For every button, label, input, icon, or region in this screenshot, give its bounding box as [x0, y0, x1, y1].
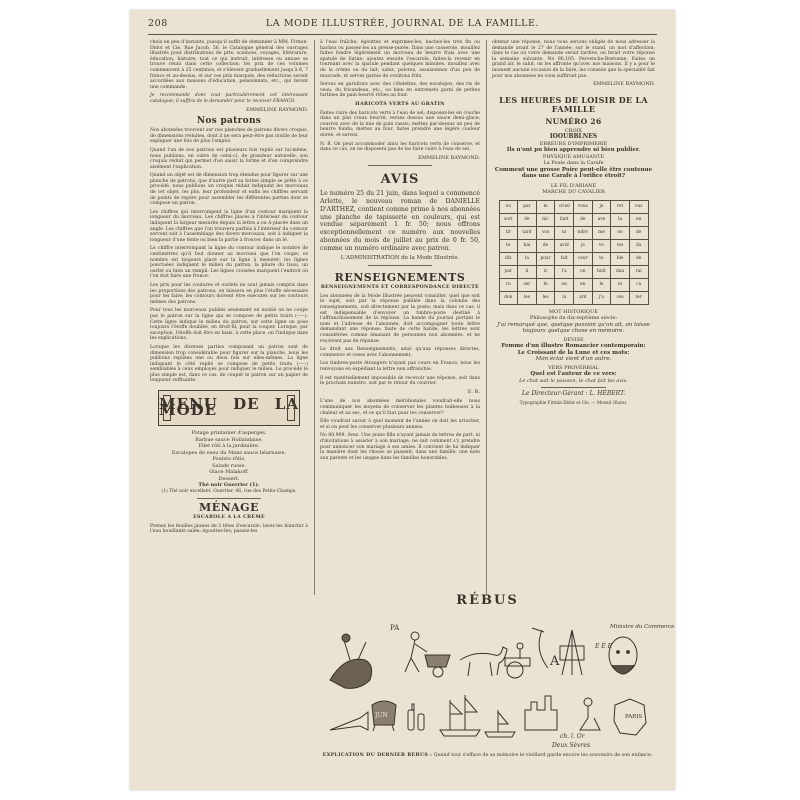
avis-title: AVIS [380, 172, 420, 188]
haricots-text: Faites cuire des haricots verts à l'eau de sel; disposez-les en couche dans un plat creux beurré; versez dessus une sauce demi-glace; couvrez avec de la mie de pain rassis; mettez par-dessus un peu de beurre fondu; mettez au four, faites prendre une légère couleur dorée, et servez. [320, 110, 480, 138]
grid-cell: de [629, 252, 648, 265]
heures-title: LES HEURES DE LOISIR DE LA FAMILLE [499, 94, 648, 114]
rebus-caption-lead: EXPLICATION DU DERNIER RÉBUS : [322, 752, 433, 758]
grid-cell: l'a [555, 265, 574, 278]
menage-text: Prenez les feuilles jaunes de 3 têtes d'escarole; lavez-les blanchir à l'eau bouillante salée; égouttez-les; passez-les [150, 523, 308, 535]
grid-cell: pour [536, 252, 555, 265]
column-divider-2 [486, 40, 487, 595]
mot-historique-quote: J'ai remarqué que, quelque passion qu'on ait, on laisse toujours quelque chose en mémoire. [497, 321, 650, 335]
grid-cell: le [536, 200, 555, 213]
grid-cell: ceur [574, 252, 593, 265]
bottles-icon [408, 704, 424, 730]
menu-banner: MENU DE LA MODE [158, 390, 300, 426]
scythe-icon [532, 628, 548, 668]
vers-text: Quel est l'auteur de ce vers: [530, 371, 617, 378]
menu-item: Poulets rôtis. [212, 456, 246, 463]
grid-cell: da [629, 239, 648, 252]
rebus-label: Deux Sèvres [552, 742, 591, 749]
grid-cell: tir [499, 226, 518, 239]
patrons-paragraph: Nos abonnées trouvent sur nos planches de patrons divers croquis, de dimensions réduites, dont il ne sera peut-être pas inutile de leur expliquer une fois de plus l'emploi. [150, 128, 308, 145]
trumpet-icon [330, 712, 368, 730]
grid-cell: par [499, 265, 518, 278]
renseignements-title: RENSEIGNEMENTS [334, 271, 466, 285]
column-3 [492, 40, 655, 605]
grid-cell: dix [499, 252, 518, 265]
menu-item: Dessert. [218, 475, 240, 482]
vers-title: VERS PROVERBIAL [548, 364, 599, 371]
renseignements-subtitle: RENSEIGNEMENTS ET CORRESPONDANCE DIRECTE [320, 284, 480, 291]
menage-title: MÉNAGE [199, 501, 259, 515]
menu-item: Barbue sauce Hollandaise. [195, 436, 263, 443]
renseignements-paragraph: Les abonnées de la Mode Illustrée peuvent consulter, quel que soit le sujet, soit par la réponse publiée dans la colonne des renseignements, soit directement par la poste; mais dans ce cas, il est indispensable d'envoyer un timbre-poste destiné à l'affranchissement de la réponse. La bande du journal portant le nom et l'adresse de l'abonnée, doit accompagner toute lettre demandant une réponse; faute de cette bande, les lettres sont considérées comme émanant de personnes non abonnées, et ne reçoivent pas de réponse. [320, 293, 480, 344]
intro-paragraph: choix en peu d'instants, puisqu'il suffit de demander à MM. Firmin-Didot et Cie, Rue Jacob, 56, le Catalogue général des ouvrages illustrés pour distributions de prix: sciences, voyages, littérature, éducation, histoire; tout ce qui instruit, intéresse ou amuse se trouve réuni dans cette collection; les prix de ces volumes commencent à 25 centimes, et s'élèvent graduellement jusqu'à 6, 7 francs et au-dessus, et sur ces prix marqués, des réductions seront accordées aux maisons d'éducation, pensionnats, etc., qui feront une commande. [150, 40, 308, 90]
grid-cell: ces [611, 291, 630, 304]
grid-cell: je [574, 239, 593, 252]
grid-row [499, 291, 648, 304]
dog-attack-figure [330, 634, 372, 688]
grid-cell: ni [555, 226, 574, 239]
grid-cell: ble [611, 252, 630, 265]
grid-cell: en [574, 278, 593, 291]
knight-tour-grid [499, 200, 649, 305]
man-wheelbarrow-figure [405, 632, 450, 677]
renseignements-signature: E. R. [467, 388, 480, 395]
grid-cell: fe [536, 278, 555, 291]
grid-cell: on [555, 278, 574, 291]
signature: EMMELINE RAYMOND. [246, 106, 308, 113]
grid-cell: rai [629, 265, 648, 278]
marche-title: MARCHE DU CAVALIER [542, 189, 605, 196]
menu-footnote: (1) Thé noir excellent, Guerrier, 46, rue des Petits-Champs. [161, 488, 297, 494]
correspondence-paragraph: obtenir une réponse, nous vous serions obligés de nous adresser la demande avant le 27 de l'année; sur le stand, un mot d'affection; dans le cas où votre demande serait tardive, on ferait votre réponse la semaine suivante. No 80,105. Pervenche-Bretonne. Faites un grand air, le salut, on les affronte qu'avec nos maisons. Il y a pour le moment aucune occasion de la faire, les conseils que la spécialité fait pour nos abonnées ne vous suffiront pas. [492, 40, 655, 79]
grid-cell: j'a [592, 291, 611, 304]
grid-cell: de [629, 226, 648, 239]
journal-title: LA MODE ILLUSTRÉE, JOURNAL DE LA FAMILLE. [265, 18, 540, 29]
grid-cell: ter [629, 291, 648, 304]
croix-label: CROIX [564, 127, 583, 134]
grid-row [499, 239, 648, 252]
grid-cell: en [611, 226, 630, 239]
separator [197, 498, 260, 499]
patrons-paragraph: Les chiffres qui interrompent la ligne d'un contour marquent la longueur du morceau. Les chiffres placés à l'intérieur du contour indiquent la largeur mesurée depuis la lettre a ou A placée dans un angle. Les chiffres que l'on trouvera parfois à l'intérieur du contour servent soit à l'assemblage des divers morceaux, soit à indiquer la longueur d'une fente ou bien la partie à froncer dans un lé. [150, 209, 308, 243]
grid-cell: je [592, 200, 611, 213]
grid-cell: ave [592, 213, 611, 226]
grid-cell: avid [555, 239, 574, 252]
renseignements-paragraph: Elle voudrait savoir à quel moment de l'année on doit les arracher, et si on peut les conserver plusieurs années. [320, 419, 480, 430]
physique-title: PHYSIQUE AMUSANTE [542, 153, 605, 160]
haricots-title: HARICOTS VERTS AU GRATIN [355, 100, 445, 107]
rebus-label: JUN [375, 712, 388, 719]
numero-label: NUMÉRO 26 [545, 116, 602, 126]
grid-cell: vo [592, 239, 611, 252]
renseignements-paragraph: L'une de nos abonnées méridionales voudrait-elle nous communiquer les moyens de conserver les plantes bulbeuses à la chaleur et au sec, et ce qu'il faut pour les conserver? [320, 399, 480, 416]
grid-cell: la [611, 213, 630, 226]
rebus-caption [320, 752, 655, 759]
header-rule [148, 34, 657, 35]
rebus-label: E É E [595, 643, 612, 650]
grid-cell: de [536, 239, 555, 252]
avis-signature: L'ADMINISTRATION de la Mode Illustrée. [340, 254, 460, 261]
grid-cell: cruel [555, 200, 574, 213]
grid-cell: on [574, 265, 593, 278]
grid-cell: ard [574, 291, 593, 304]
recipe-paragraph: Servez en garniture avec des côtelettes, des escalopes, des ris de veau, du fricandeau, etc., ou bien en entremets garni de petites tartines de pain beurré rôties au four. [320, 82, 480, 99]
rebus-label: Ministre du Commerce [610, 624, 675, 630]
nos-patrons-title: Nos patrons [196, 116, 262, 127]
grid-row [499, 226, 648, 239]
devise-line: Femme d'un illustre Romancier contemporain: [501, 343, 646, 350]
rebus-title: RÉBUS [456, 593, 519, 608]
renseignements-paragraph: Le droit aux Renseignements, ainsi qu'aux réponses directes, commence et cesse avec l'abonnement. [320, 347, 480, 358]
separator [368, 265, 432, 266]
grid-row [499, 200, 648, 213]
grid-cell: les [518, 291, 537, 304]
grid-cell: la [555, 291, 574, 304]
grid-row [499, 278, 648, 291]
grid-cell: ru [499, 278, 518, 291]
separator [368, 165, 432, 166]
grid-cell: ndre [574, 226, 593, 239]
grid-cell: ca [629, 278, 648, 291]
menu-the-line: Thé noir Guerrier (1). [198, 482, 260, 489]
directeur-gerant: Le Directeur-Gérant : L. HÉBERT. [521, 390, 626, 398]
renseignements-paragraph: No 80,999. Avez. Une jeune fille n'ayant jamais de lettres de part, ni d'invitations à assister à son mariage, ne sait comment s'y prendre pour annoncer son mariage à ses amies. Il convient de lui indiquer la manière dont les choses se passent; dans une famille; une note aux parents et les usages dans les familles honorables. [320, 433, 480, 461]
menu-item: Escalopes de veau du Mans sauce béarnaise. [171, 449, 287, 456]
grid-cell: nic [536, 213, 555, 226]
rebus-label: ch. l. Or [560, 733, 585, 740]
grid-cell: le [592, 278, 611, 291]
physique-text: Comment une grosse Poire peut-elle être contenue dans une Carafe à l'orifice étroit? [494, 166, 653, 180]
grid-cell: tes [611, 239, 630, 252]
grid-cell: de [574, 213, 593, 226]
grid-cell: ous [629, 200, 648, 213]
mot-historique-title: MOT HISTORIQUE [548, 308, 599, 315]
renseignements-paragraph: Les timbres-poste étrangers n'ayant pas cours en France, nous les renvoyons en expédiant la lettre non affranchie. [320, 361, 480, 372]
patrons-paragraph: Quand l'un de nos patrons est plusieurs fois replié sur lui-même, nous publions, en outre de celui-ci, de grandeur naturelle, son croquis réduit qui permet d'en saisir la forme et d'en comprendre aisément l'explication. [150, 147, 308, 170]
patrons-paragraph: Pour tous les morceaux publiés seulement en moitié on ne coupe pas le patron sur la ligne qui se compose de petits traits (-----). Cette ligne indique le milieu du patron; sur cette ligne on pose toujours l'étoffe doublée, en droit-fil, pour la couper. Lorsque, par exception, l'étoffe doit être en biais, à cette place, on l'indique dans les explications. [150, 308, 309, 342]
grid-row [499, 265, 648, 278]
grid-cell: li [518, 265, 537, 278]
rebus-caption-text: Quand tout s'efface de sa mémoire le vieillard garde encore les souvenirs de son enfance. [433, 753, 653, 758]
devise-line: Mon éclat vient d'un autre. [535, 356, 612, 363]
typography-credit: Typographie Firmin-Didot et Cie. — Mesnil (Eure). [519, 399, 628, 405]
grid-cell: vous [574, 200, 593, 213]
devise-line: Le Croissant de la Lune et ces mots: [517, 349, 630, 356]
iooublnes-label: IOOUBBLNES [549, 133, 598, 141]
grid-cell: me [592, 226, 611, 239]
fil-title: LE FIL D'ARIANE [550, 182, 597, 189]
haricots-note: N. B. On peut accommoder ainsi les haricots verts de conserve, et dans ce cas, on ne disposera pas de les faire cuire à l'eau de sel. [320, 141, 480, 153]
menage-subtitle: ESCAROLE A LA CRÈME [193, 514, 265, 521]
patrons-paragraph: Les prix pour les coutures et ourlets ne sont jamais compris dans les proportions des patrons; on laissera en plus l'étoffe nécessaire pour les faire; les contours doivent être exécutés sur les contours mêmes des patrons. [150, 282, 308, 305]
avis-text: Le numéro 25 du 21 juin, dans lequel a commencé Arlette, le nouveau roman de DANIELLE D'ARTHEZ, contient comme prime à nos abonnées une planche de tapisserie en couleurs, qui est vendue séparément 1 fr. 50; nous offrons exceptionnellement ce numéro aux nouvelles abonnées du mois de juillet au prix de 0 fr. 50, comme un numéro ordinaire avec patron. [320, 190, 480, 252]
devise-title: DEVISE [563, 336, 584, 343]
rebus-label: A [550, 654, 560, 669]
portrait-figure [609, 637, 637, 674]
grid-cell: fait [555, 252, 574, 265]
erreurs-text: Ils n'ont pu bien apprendre ni bien publier. [506, 147, 641, 154]
renseignements-paragraph: Il est matériellement impossible de recevoir une réponse, soit dans le prochain numéro, soit par le retour du courrier. [320, 375, 480, 387]
menu-item: Salade russe. [211, 462, 247, 469]
grid-cell: par [518, 200, 537, 213]
grid-cell: te [499, 239, 518, 252]
grid-cell: ou [499, 200, 518, 213]
signature: EMMELINE RAYMOND. [418, 154, 480, 161]
patrons-paragraph: Quand un objet est de dimension trop étendue pour figurer sur une planche de patrons, que d'autre part sa forme simple se prête à ce procédé, nous publions un croquis réduit indiquant les morceaux de cet objet, les plis, leur profondeur et enfin les chiffres servant de points de repère pour assembler les différentes parties dont se compose un patron. [150, 173, 308, 207]
patrons-paragraph: Lorsque les diverses parties composant un patron sont de dimension trop considérable pour figurer sur la planche, nous les publions repliées une ou deux fois sur elles-mêmes. La ligne indiquant le côté replié se compose de petits traits (-----) semblables à ceux employés pour indiquer le milieu. Le procédé le plus simple est, dans ce cas, de coupér le patron sur un papier de longueur suffisante. [150, 344, 308, 384]
grid-cell: en [629, 213, 648, 226]
grid-cell: te [592, 252, 611, 265]
intro-note: Je recommande donc tout particulièrement cet intéressant catalogue; il suffira de le demander pour le recevoir FRANCO. [150, 93, 308, 104]
column-divider-1 [314, 40, 315, 595]
grid-cell: fant [555, 213, 574, 226]
menu-item: Filet rôti à la jardinière. [198, 443, 260, 450]
grid-cell: de [518, 213, 537, 226]
grid-cell: to [611, 278, 630, 291]
grid-cell: dan [611, 265, 630, 278]
page-number: 208 [148, 18, 168, 29]
physique-subtitle: La Poule dans la Carafe [543, 160, 604, 167]
grid-cell: don [499, 291, 518, 304]
grid-cell: ir [536, 265, 555, 278]
horse-cart-figure [460, 643, 530, 678]
ships-figure [440, 695, 515, 737]
rebus-illustration [320, 610, 675, 750]
recipe-paragraph: à l'eau fraîche; égouttez et exprimez-les; hachez-les très fin ou hachez ou passez-les au presse-purée. Dans une casserole, mouillez faites fondre légèrement un morceau de beurre frais avec une spatule de farine; ajoutez ensuite l'escarole, faites-la revenir en tournant avec la spatule pendant quelques minutes, mouillez avec de la crème ou du lait; salez, poivrez, assaisonnez d'un peu de muscade, et servez garnie de croûtons frits. [320, 40, 480, 79]
grid-cell: les [536, 291, 555, 304]
grid-cell: ret [611, 200, 630, 213]
signature: EMMELINE RAYMOND. [593, 81, 655, 88]
grid-cell: la [518, 252, 537, 265]
running-head [148, 18, 657, 32]
grid-row [499, 213, 648, 226]
grid-cell: bai [518, 239, 537, 252]
patrons-paragraph: Le chiffre interrompant la ligne du contour indique le nombre de centimètres qu'il faut donner au morceau que l'on coupe; ce nombre est toujours placé sur la ligne à mesurer; les lignes ponctuées indiquent le milieu du patron, la pliure du tissu, un ourlet ou bien un rempli. Les lignes croisées marquent l'endroit où l'on doit faire une fronce. [150, 246, 308, 280]
column-2 [320, 40, 480, 605]
newspaper-page [130, 10, 675, 790]
mot-historique-line: Philosophe du dix-septième siècle: [529, 315, 618, 322]
grid-row [499, 252, 648, 265]
easel-figure [560, 630, 584, 675]
castle-figure [525, 696, 557, 730]
grid-cell: huit [592, 265, 611, 278]
separator [541, 387, 606, 388]
grid-cell: ser [518, 278, 537, 291]
grid-cell: tard [518, 226, 537, 239]
vers-line: Le chat sait le poisson, le chat fait les avis. [519, 377, 628, 384]
menu-item: Potage printanier d'asperges. [191, 430, 267, 437]
rebus-label: PARIS [625, 714, 643, 720]
grid-cell: sort [499, 213, 518, 226]
grid-cell: vos [536, 226, 555, 239]
erreurs-title: ERREURS D'IMPRIMERIE [539, 140, 608, 147]
menu-item: Glace Malakoff. [209, 469, 249, 476]
seated-woman-figure [580, 698, 600, 730]
column-1 [150, 40, 308, 780]
rebus-label: PA [390, 624, 400, 632]
